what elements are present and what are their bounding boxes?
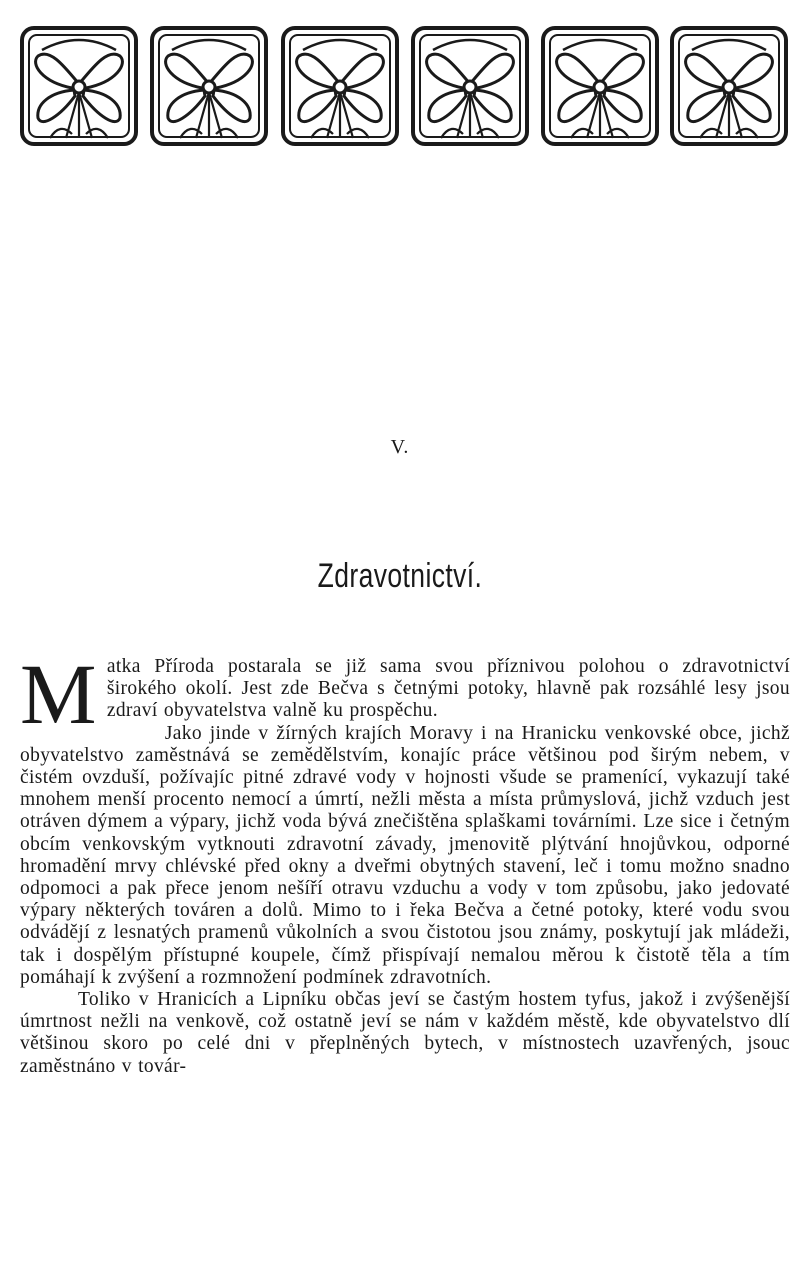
chapter-body (20, 646, 790, 1078)
ornament-border-graphic (20, 26, 790, 148)
ornament-tile-6 (672, 28, 786, 144)
ornament-tile-3 (283, 28, 397, 144)
ornament-border (20, 26, 790, 148)
ornament-tile-5 (543, 28, 657, 144)
paragraph-1 (20, 646, 790, 742)
paragraph-3: Toliko v Hranicích a Lipníku občas jeví se častým hostem tyfus, jakož i zvýšenější úmrtnost nežli na venkově, což ostatně jeví se nám v každém městě, kde obyvatelstvo dlí většinou skoro po celé dni v přeplněných bytech, v místnostech uzavřených, jsouc zaměstnáno v továr- (20, 989, 790, 1077)
ornament-tile-1 (22, 28, 136, 144)
chapter-title: Zdravotnictví. (317, 556, 483, 595)
paragraph-1-text: atka Příroda postarala se již sama svou příznivou polohou o zdravotnictví širokého okolí. Jest zde Bečva s četnými potoky, hlavně pak rozsáhlé lesy jsou zdraví obyvatelstva valně ku prospěchu. (106, 656, 790, 722)
ornament-tile-4 (413, 28, 527, 144)
chapter-number: V. (390, 436, 410, 458)
ornament-tile-2 (152, 28, 266, 144)
drop-cap: M (20, 646, 97, 742)
paragraph-2: Jako jinde v žírných krajích Moravy i na Hranicku venkovské obce, jichž obyvatelstvo zaměstnává se zemědělstvím, konajíc práce většinou pod širým nebem, v čistém ovzduší, požívajíc pitné zdravé vody v hojnosti všude se pramenící, vykazují také mnohem menší procento nemocí a úmrtí, nežli města a místa průmyslová, jichž vzduch jest otráven dýmem a výpary, jichž voda bývá znečištěna splaškami továrními. Lze sice i četným obcím venkovským vytknouti zdravotní závady, jmenovitě plýtvání hnojůvkou, odporné hromadění mrvy chlévské před okny a dveřmi obytných stavení, leč i tomu možno snadno odpomoci a pak přece jenom nešíří otravu vzduchu a vody v tom způsobu, jako jedovaté výpary některých továren a dolů. Mimo to i řeka Bečva a četné potoky, které vodu svou odvádějí z lesnatých pramenů vůkolních a svou čistotou jsou známy, poskytují jak mládeži, tak i dospělým přístupné koupele, čímž přispívají nemalou měrou k čistotě těla a tím pomáhají k zvýšení a rozmnožení podmínek zdravotních. (20, 722, 790, 988)
